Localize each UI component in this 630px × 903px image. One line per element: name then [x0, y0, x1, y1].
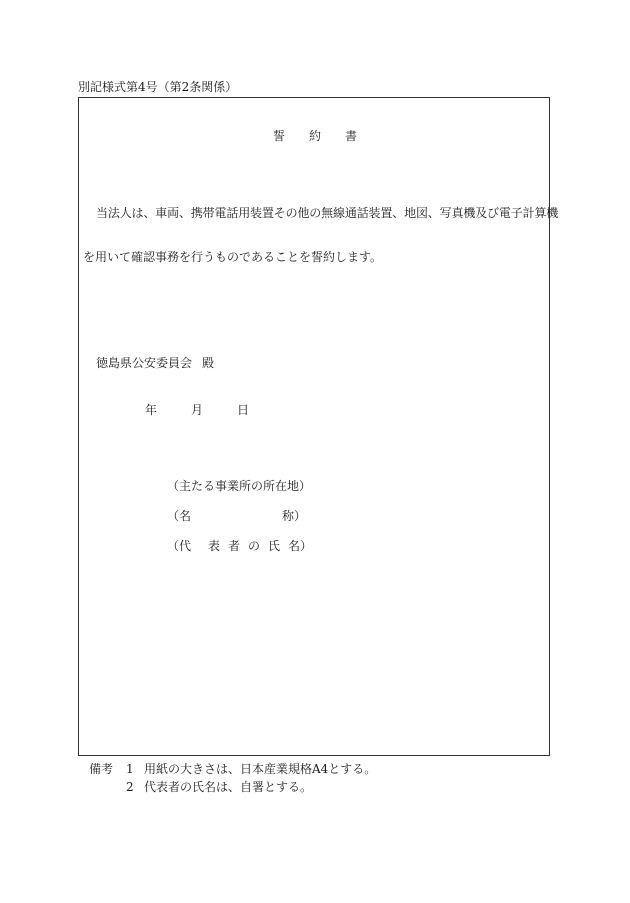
note-1-number: 1 — [126, 762, 134, 776]
date-month: 月 — [191, 403, 204, 417]
applicant-name-close: 称） — [282, 509, 307, 523]
addressee-honorific: 殿 — [202, 356, 215, 370]
rep-char-1: （代 — [167, 539, 192, 553]
form-frame — [78, 97, 550, 756]
date-year: 年 — [145, 403, 158, 417]
note-1-text: 用紙の大きさは、日本産業規格A4とする。 — [144, 762, 377, 776]
rep-char-4: の — [248, 539, 261, 553]
body-line-1: 当法人は、車両、携帯電話用装置その他の無線通話装置、地図、写真機及び電子計算機 — [96, 206, 559, 220]
rep-char-6: 名） — [288, 539, 313, 553]
rep-char-3: 者 — [228, 539, 241, 553]
addressee-name: 徳島県公安委員会 — [96, 356, 193, 370]
title-char-3: 書 — [345, 129, 358, 143]
body-line-2: を用いて確認事務を行うものであることを誓約します。 — [83, 250, 383, 264]
date-day: 日 — [237, 403, 250, 417]
notes-heading: 備考 — [89, 762, 114, 776]
applicant-name-open: （名 — [167, 509, 192, 523]
note-2-number: 2 — [126, 780, 134, 794]
rep-char-2: 表 — [208, 539, 221, 553]
title-char-1: 誓 — [273, 129, 286, 143]
form-number: 別記様式第4号（第2条関係） — [78, 80, 238, 94]
rep-char-5: 氏 — [268, 539, 281, 553]
applicant-address-label: （主たる事業所の所在地） — [167, 479, 312, 493]
note-2-text: 代表者の氏名は、自署とする。 — [144, 780, 313, 794]
title-char-2: 約 — [309, 129, 322, 143]
